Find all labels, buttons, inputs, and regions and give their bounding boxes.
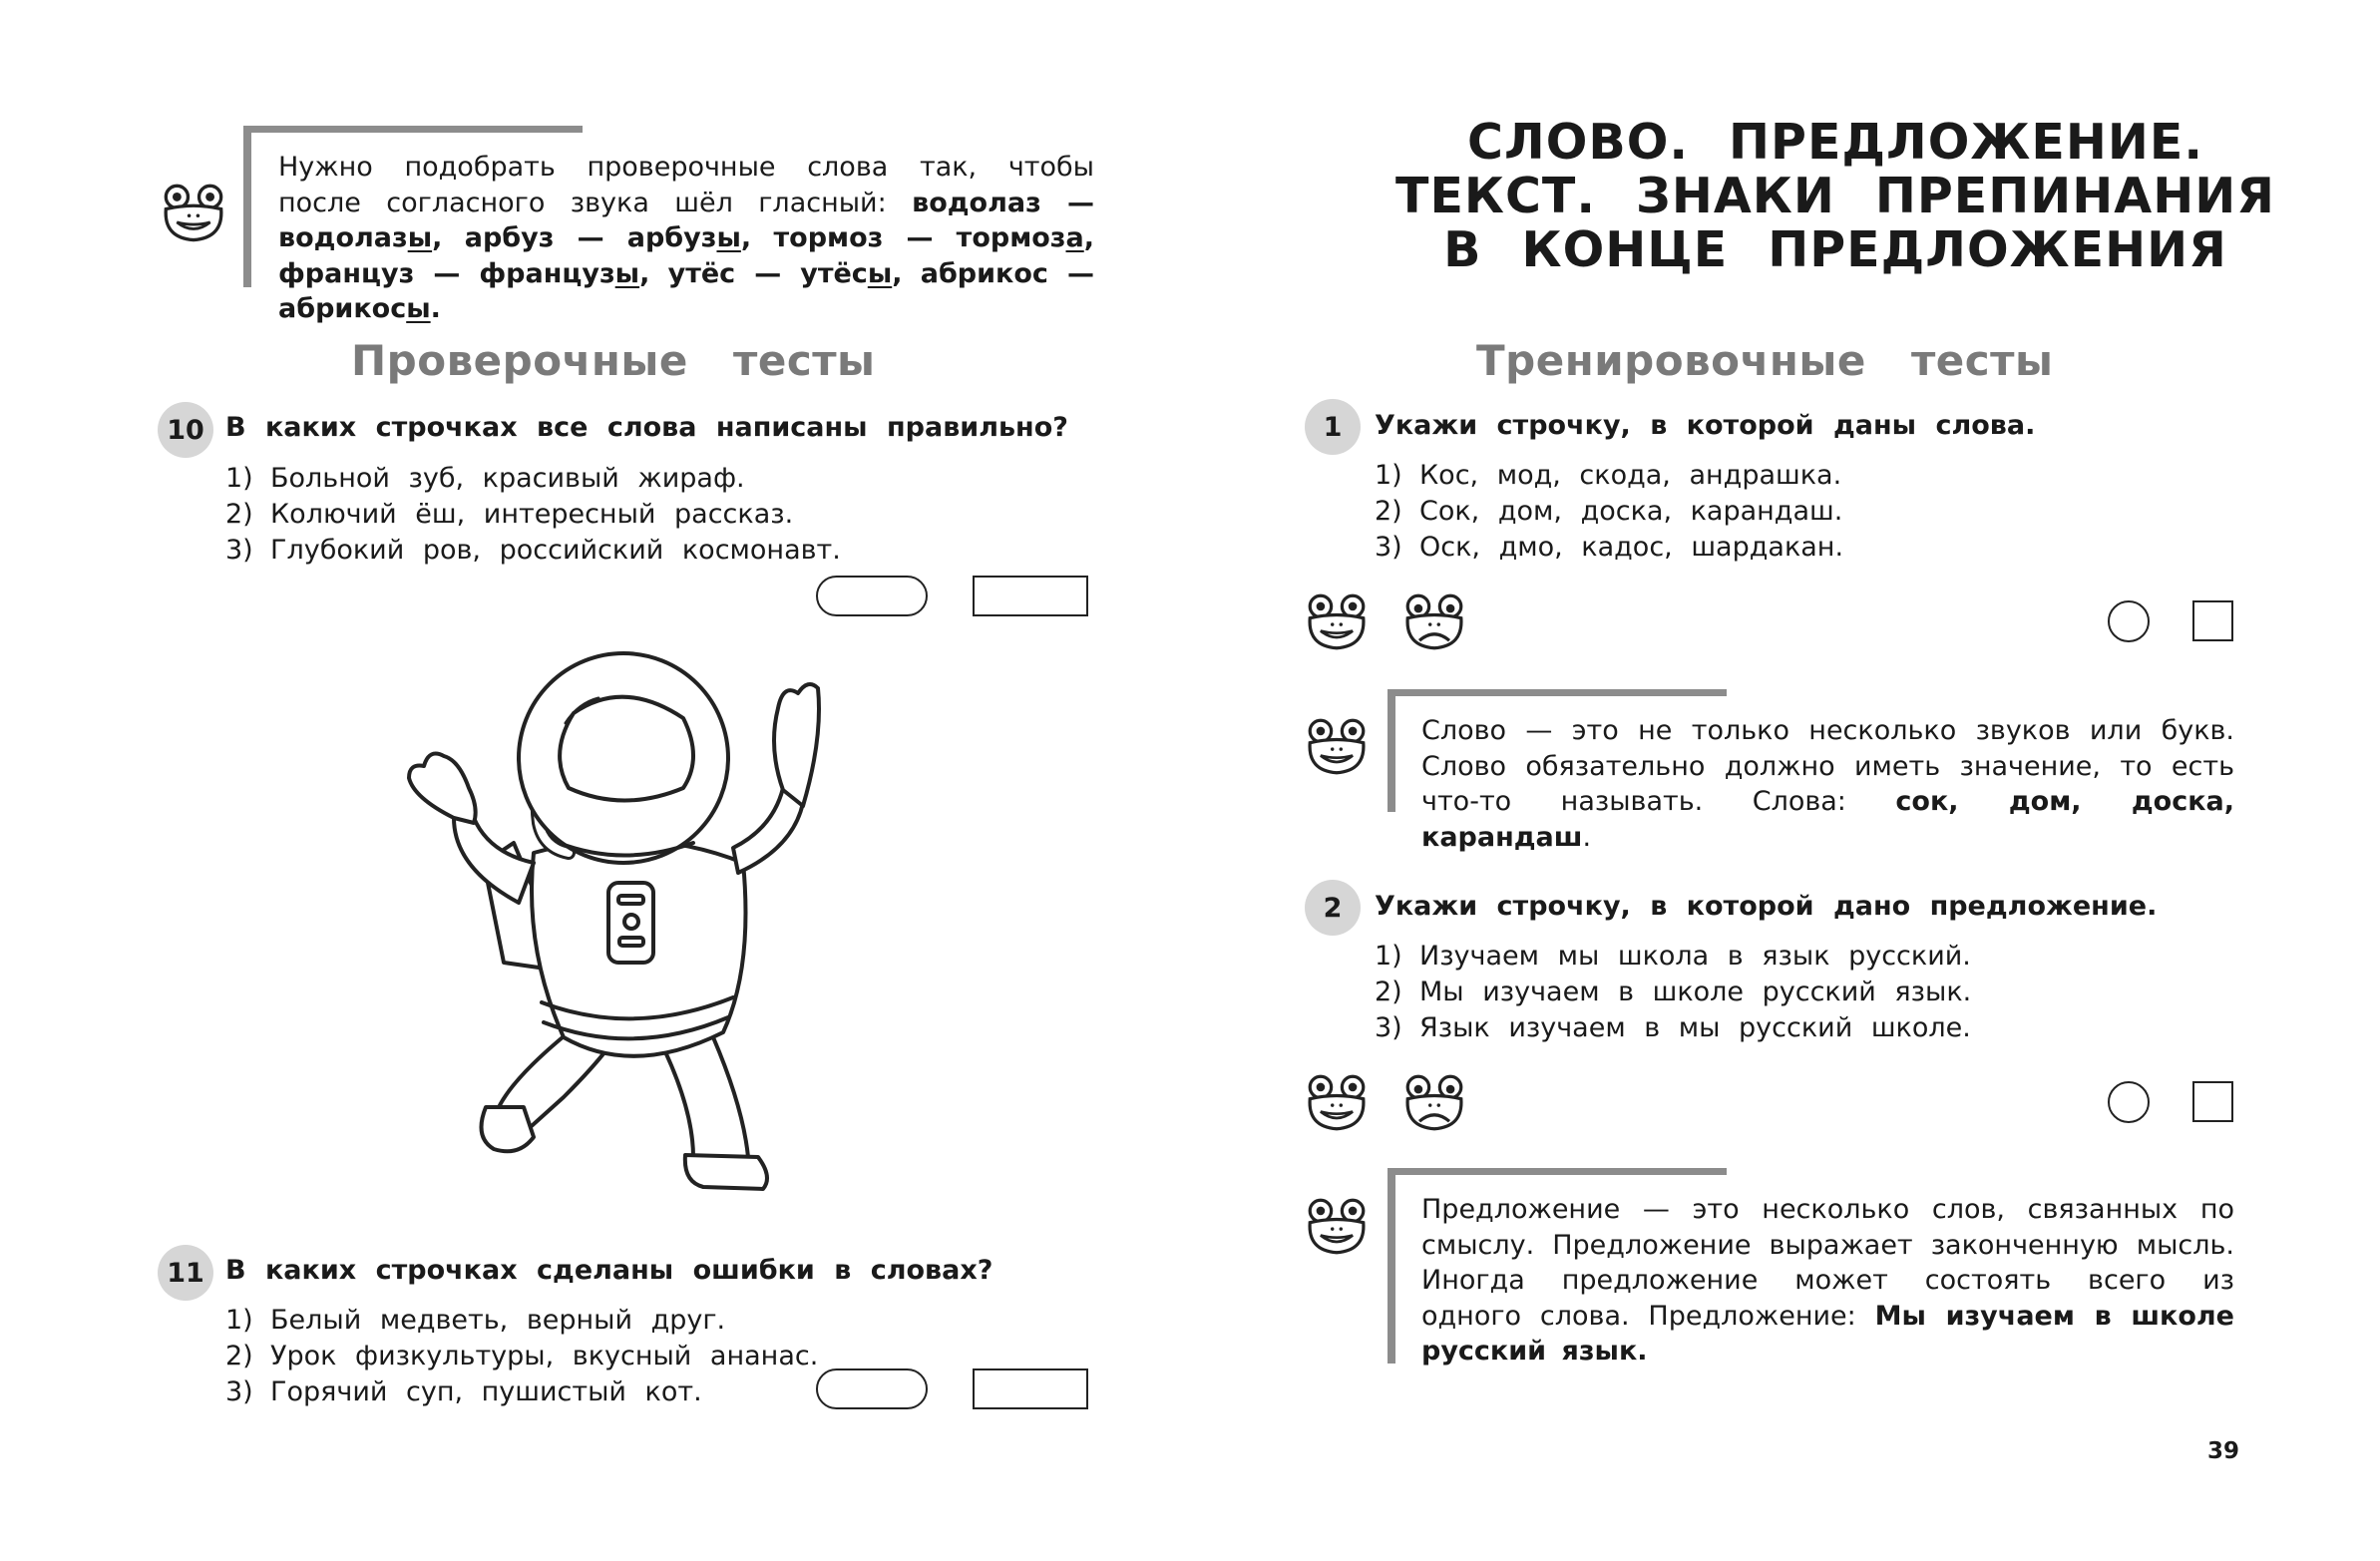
frog-sad-icon — [1401, 1073, 1467, 1133]
word-pair: водолаз — водолазы, — [278, 187, 1095, 253]
chapter-heading: СЛОВО. ПРЕДЛОЖЕНИЕ. ТЕКСТ. ЗНАКИ ПРЕПИНАНИЯ В КОНЦЕ ПРЕДЛОЖЕНИЯ — [1395, 114, 2275, 278]
question-1-options — [1375, 458, 1843, 566]
spelling-rule-note — [278, 150, 1094, 327]
answer-circle-q1[interactable] — [2108, 600, 2150, 642]
option-1: 1) Белый медветь, верный друг. — [225, 1305, 726, 1336]
question-number-10: 10 — [158, 402, 213, 458]
question-11-text: В каких строчках сделаны ошибки в словах? — [225, 1255, 993, 1286]
page-number: 39 — [2207, 1438, 2240, 1464]
answer-box-q10[interactable] — [973, 576, 1088, 616]
frog-happy-icon — [160, 183, 227, 244]
answer-box-q2[interactable] — [2192, 1081, 2233, 1122]
question-2-options — [1375, 939, 1971, 1046]
word-definition-note: Слово — это не только несколько звуков или букв. Слово обязательно должно иметь значение, то есть что-то называть. Слова: сок, дом, доска, карандаш. — [1421, 715, 2234, 853]
word-pair: тормоз — тормоза, — [773, 222, 1094, 253]
question-2-text: Укажи строчку, в которой дано предложение. — [1375, 891, 2158, 922]
answer-oval-q11[interactable] — [816, 1368, 928, 1409]
option-3: 3) Оск, дмо, кадос, шардакан. — [1375, 532, 1844, 563]
astronaut-illustration — [394, 638, 863, 1207]
question-number-1: 1 — [1305, 399, 1361, 455]
option-2: 2) Сок, дом, доска, карандаш. — [1375, 496, 1843, 527]
word-pair: француз — французы, — [278, 257, 650, 289]
section-title-training-tests: Тренировочные тесты — [1476, 336, 2054, 385]
option-2: 2) Колючий ёш, интересный рассказ. — [225, 499, 794, 530]
answer-box-q1[interactable] — [2192, 600, 2233, 641]
frog-happy-icon — [1304, 592, 1370, 652]
word-pair: абрикос — абрикосы. — [278, 257, 1094, 324]
question-number-2: 2 — [1305, 880, 1361, 936]
answer-circle-q2[interactable] — [2108, 1081, 2150, 1123]
option-3: 3) Язык изучаем в мы русский школе. — [1375, 1012, 1971, 1043]
frog-happy-icon — [1304, 1197, 1370, 1257]
word-pair: арбуз — арбузы, — [464, 222, 752, 253]
note-bracket-top — [1388, 1168, 1727, 1175]
section-title-check-tests: Проверочные тесты — [351, 336, 876, 385]
note-bracket — [243, 126, 251, 287]
option-2: 2) Урок физкультуры, вкусный ананас. — [225, 1341, 819, 1371]
frog-happy-icon — [1304, 1073, 1370, 1133]
note-bracket — [1388, 689, 1395, 812]
rule-note-text: Нужно подобрать проверочные слова так, чтобы после согласного звука шёл гласный: — [278, 152, 1094, 218]
option-1: 1) Больной зуб, красивый жираф. — [225, 463, 745, 494]
question-10-options — [225, 461, 841, 569]
answer-oval-q10[interactable] — [816, 576, 928, 616]
option-1: 1) Кос, мод, скода, андрашка. — [1375, 460, 1842, 491]
note-bracket — [1388, 1168, 1395, 1364]
option-1: 1) Изучаем мы школа в язык русский. — [1375, 941, 1971, 972]
word-pair: утёс — утёсы, — [667, 257, 903, 289]
answer-box-q11[interactable] — [973, 1368, 1088, 1409]
option-3: 3) Глубокий ров, российский космонавт. — [225, 535, 841, 566]
question-11-options — [225, 1303, 818, 1410]
frog-happy-icon — [1304, 717, 1370, 777]
option-2: 2) Мы изучаем в школе русский язык. — [1375, 976, 1972, 1007]
note-bracket-top — [1388, 689, 1727, 696]
question-1-text: Укажи строчку, в которой даны слова. — [1375, 410, 2036, 441]
sentence-definition-note: Предложение — это несколько слов, связанных по смыслу. Предложение выражает законченную мысль. Иногда предложение может состоять всего из одного слова. Предложение: Мы изучаем в школе русский язык. — [1421, 1194, 2234, 1366]
question-10-text: В каких строчках все слова написаны правильно? — [225, 412, 1068, 443]
question-number-11: 11 — [158, 1245, 213, 1301]
note-bracket-top — [243, 126, 583, 133]
option-3: 3) Горячий суп, пушистый кот. — [225, 1376, 702, 1407]
frog-sad-icon — [1401, 592, 1467, 652]
